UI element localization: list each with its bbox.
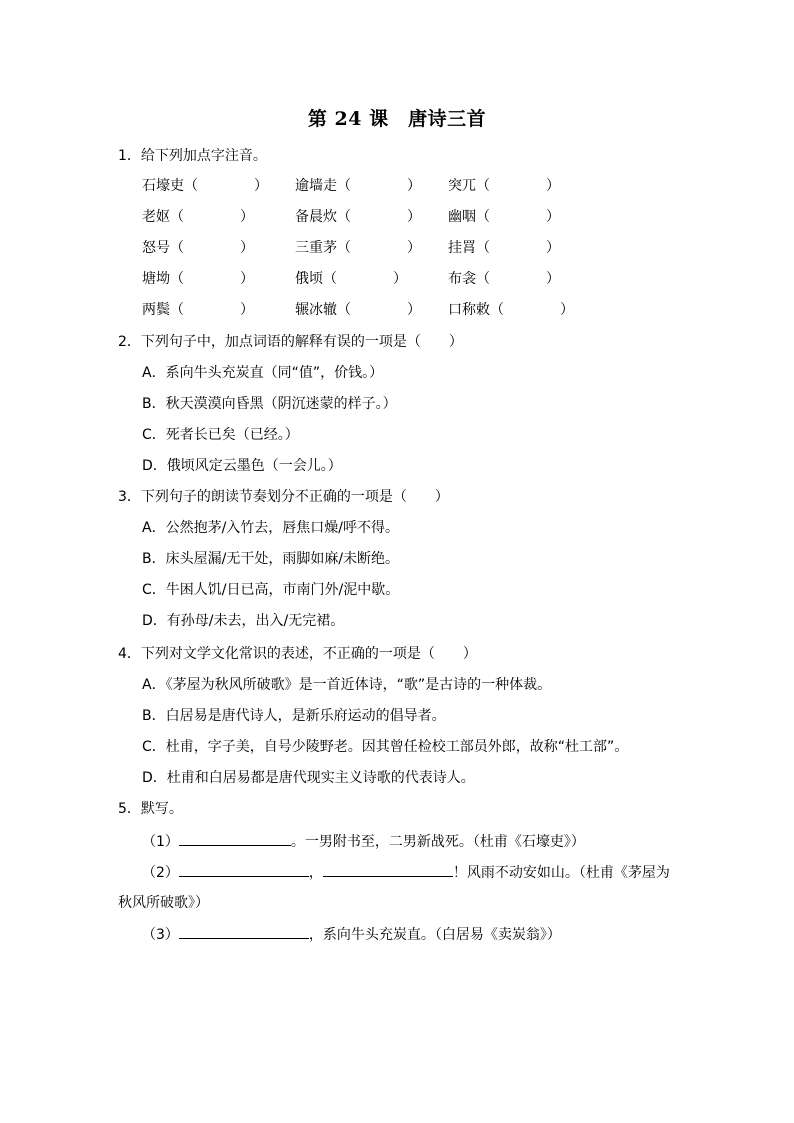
pinyin-word: 口称敕 xyxy=(448,302,490,318)
fill-blank[interactable] xyxy=(179,831,291,846)
pinyin-item xyxy=(142,207,254,227)
question-1-stem: 1．给下列加点字注音。 xyxy=(118,148,267,164)
page-title: 第 24 课 唐诗三首 xyxy=(307,108,487,130)
question-2-stem: 2．下列句子中，加点词语的解释有误的一项是（ ） xyxy=(118,334,463,350)
pinyin-blank[interactable]: （ ） xyxy=(337,209,421,225)
item-text: ， xyxy=(308,865,323,881)
pinyin-item xyxy=(295,207,421,227)
pinyin-item xyxy=(448,269,560,289)
question-5-stem: 5．默写。 xyxy=(118,801,183,817)
choice-option-d[interactable]: D．有孙母/未去，出入/无完裙。 xyxy=(142,613,345,629)
item-number: （1） xyxy=(142,834,179,850)
pinyin-word: 两鬓 xyxy=(142,302,170,318)
pinyin-word: 俄顷 xyxy=(295,271,323,287)
pinyin-word: 石壕吏 xyxy=(142,178,184,194)
fill-blank[interactable] xyxy=(179,862,309,877)
pinyin-item xyxy=(295,300,421,320)
pinyin-word: 塘坳 xyxy=(142,271,170,287)
pinyin-blank[interactable]: （ ） xyxy=(170,271,254,287)
item-number: （3） xyxy=(142,927,179,943)
pinyin-word: 挂罥 xyxy=(448,240,476,256)
pinyin-word: 备晨炊 xyxy=(295,209,337,225)
choice-option-d[interactable]: D．杜甫和白居易都是唐代现实主义诗歌的代表诗人。 xyxy=(142,770,475,786)
dictation-item-2 xyxy=(142,862,670,883)
choice-option-b[interactable]: B．白居易是唐代诗人，是新乐府运动的倡导者。 xyxy=(142,708,446,724)
dictation-item-2-continuation: 秋风所破歌》） xyxy=(118,895,209,911)
pinyin-word: 布衾 xyxy=(448,271,476,287)
choice-option-a[interactable]: A．系向牛头充炭直（同“值”，价钱。） xyxy=(142,365,384,381)
pinyin-item xyxy=(295,269,407,289)
pinyin-word: 三重茅 xyxy=(295,240,337,256)
pinyin-word: 逾墙走 xyxy=(295,178,337,194)
pinyin-word: 辗冰辙 xyxy=(295,302,337,318)
fill-blank[interactable] xyxy=(323,862,453,877)
pinyin-blank[interactable]: （ ） xyxy=(170,240,254,256)
pinyin-blank[interactable]: （ ） xyxy=(170,209,254,225)
pinyin-word: 幽咽 xyxy=(448,209,476,225)
question-4-stem: 4．下列对文学文化常识的表述，不正确的一项是（ ） xyxy=(118,646,477,662)
choice-option-d[interactable]: D．俄顷风定云墨色（一会儿。） xyxy=(142,458,342,474)
pinyin-blank[interactable]: （ ） xyxy=(476,178,560,194)
pinyin-blank[interactable]: （ ） xyxy=(476,271,560,287)
pinyin-item xyxy=(142,269,254,289)
choice-option-a[interactable]: A．公然抱茅/入竹去，唇焦口燥/呼不得。 xyxy=(142,520,400,536)
pinyin-word: 老妪 xyxy=(142,209,170,225)
pinyin-word: 突兀 xyxy=(448,178,476,194)
pinyin-blank[interactable]: （ ） xyxy=(170,302,254,318)
fill-blank[interactable] xyxy=(179,924,309,939)
pinyin-item xyxy=(142,300,254,320)
choice-option-c[interactable]: C．杜甫，字子美，自号少陵野老。因其曾任检校工部员外郎，故称“杜工部”。 xyxy=(142,739,629,755)
pinyin-item xyxy=(448,300,574,320)
pinyin-blank[interactable]: （ ） xyxy=(184,178,268,194)
pinyin-item xyxy=(142,176,268,196)
pinyin-blank[interactable]: （ ） xyxy=(337,240,421,256)
pinyin-blank[interactable]: （ ） xyxy=(337,302,421,318)
pinyin-item xyxy=(142,238,254,258)
choice-option-c[interactable]: C．牛困人饥/日已高，市南门外/泥中歇。 xyxy=(142,582,400,598)
choice-option-b[interactable]: B．床头屋漏/无干处，雨脚如麻/未断绝。 xyxy=(142,551,400,567)
item-text: 。一男附书至，二男新战死。（杜甫《石壕吏》） xyxy=(290,834,585,850)
pinyin-item xyxy=(448,207,560,227)
item-text: ！风雨不动安如山。（杜甫《茅屋为 xyxy=(452,865,670,881)
item-text: ，系向牛头充炭直。（白居易《卖炭翁》） xyxy=(308,927,561,943)
pinyin-item xyxy=(448,176,560,196)
dictation-item-3 xyxy=(142,924,561,945)
pinyin-blank[interactable]: （ ） xyxy=(337,178,421,194)
choice-option-c[interactable]: C．死者长已矣（已经。） xyxy=(142,427,299,443)
question-3-stem: 3．下列句子的朗读节奏划分不正确的一项是（ ） xyxy=(118,489,449,505)
pinyin-blank[interactable]: （ ） xyxy=(490,302,574,318)
pinyin-blank[interactable]: （ ） xyxy=(476,209,560,225)
item-number: （2） xyxy=(142,865,179,881)
pinyin-item xyxy=(448,238,560,258)
choice-option-b[interactable]: B．秋天漠漠向昏黑（阴沉迷蒙的样子。） xyxy=(142,396,397,412)
pinyin-item xyxy=(295,238,421,258)
pinyin-blank[interactable]: （ ） xyxy=(476,240,560,256)
pinyin-item xyxy=(295,176,421,196)
pinyin-blank[interactable]: （ ） xyxy=(323,271,407,287)
choice-option-a[interactable]: A．《茅屋为秋风所破歌》是一首近体诗，“歌”是古诗的一种体裁。 xyxy=(142,677,552,693)
pinyin-word: 怒号 xyxy=(142,240,170,256)
dictation-item-1 xyxy=(142,831,585,852)
